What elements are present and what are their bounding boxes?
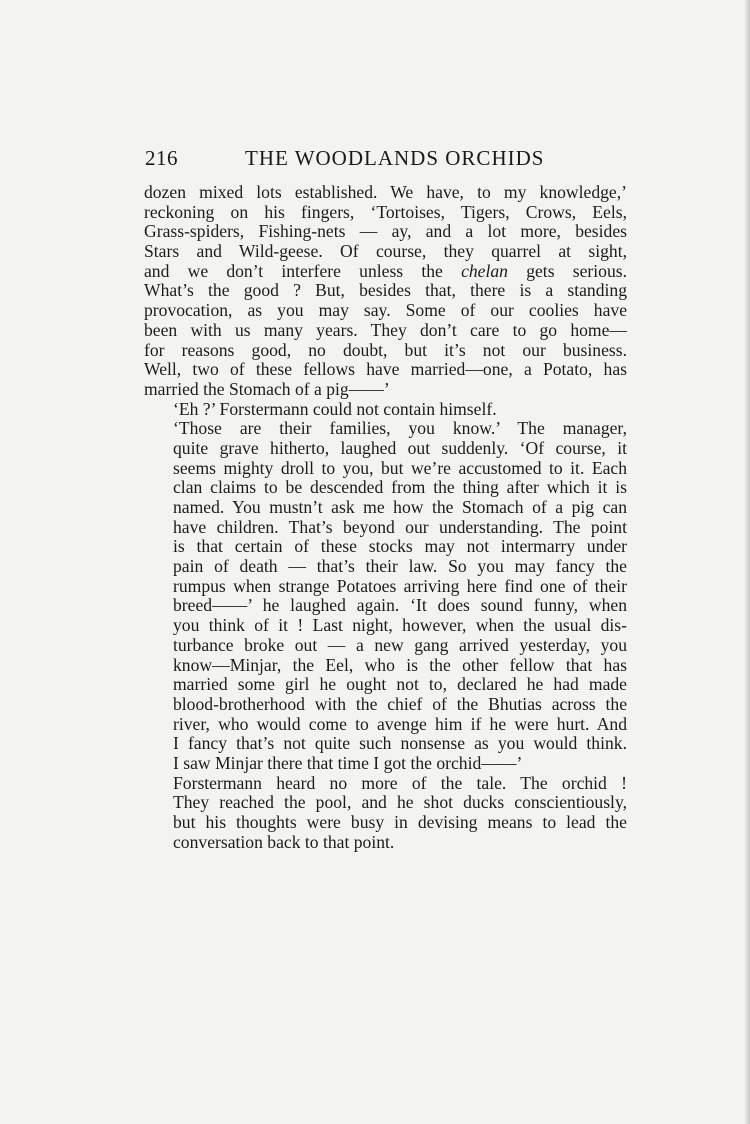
text-segment: I fancy that’s not quite such nonsense as you would think.: [173, 733, 627, 754]
text-segment: seems mighty droll to you, but we’re accustomed to it. Each: [173, 457, 627, 478]
italic-word: chelan: [461, 260, 508, 281]
text-line: [144, 596, 627, 616]
text-line: [144, 833, 627, 853]
text-segment: been with us many years. They don’t care to go home—: [144, 319, 627, 340]
text-segment: turbance broke out — a new gang arrived yesterday, you: [173, 634, 627, 655]
text-line: [144, 203, 627, 223]
text-segment: What’s the good ? But, besides that, there is a standing: [144, 280, 627, 301]
text-line: [144, 774, 627, 794]
text-line: [144, 695, 627, 715]
text-segment: is that certain of these stocks may not intermarry under: [173, 536, 627, 557]
text-line: [144, 577, 627, 597]
text-line: [144, 537, 627, 557]
text-line: [144, 400, 627, 420]
text-line: [144, 715, 627, 735]
text-line: [144, 301, 627, 321]
text-line: [144, 360, 627, 380]
text-segment: Forstermann heard no more of the tale. The orchid !: [173, 772, 627, 793]
text-line: [144, 281, 627, 301]
text-segment: gets serious.: [507, 260, 627, 281]
text-segment: married some girl he ought not to, declared he had made: [173, 674, 627, 695]
text-segment: you think of it ! Last night, however, when the usual dis-: [173, 615, 627, 636]
text-segment: pain of death — that’s their law. So you may fancy the: [173, 556, 627, 577]
paragraph: [144, 183, 627, 400]
page-edge-shadow: [744, 0, 750, 1124]
text-line: [144, 734, 627, 754]
text-segment: blood-brotherhood with the chief of the Bhutias across the: [173, 693, 627, 714]
text-line: [144, 656, 627, 676]
paragraph: [144, 419, 627, 773]
text-segment: ‘Eh ?’ Forstermann could not contain himself.: [173, 398, 497, 419]
text-segment: married the Stomach of a pig——’: [144, 378, 390, 399]
text-line: [144, 636, 627, 656]
text-line: [144, 616, 627, 636]
text-line: [144, 793, 627, 813]
paragraph: [144, 774, 627, 853]
text-segment: conversation back to that point.: [173, 831, 395, 852]
text-line: [144, 459, 627, 479]
text-segment: for reasons good, no doubt, but it’s not our business.: [144, 339, 627, 360]
text-segment: clan claims to be descended from the thing after which it is: [173, 477, 627, 498]
text-segment: rumpus when strange Potatoes arriving here find one of their: [173, 575, 627, 596]
text-segment: Well, two of these fellows have married—one, a Potato, has: [144, 359, 627, 380]
body-text: [144, 183, 627, 852]
text-line: [144, 341, 627, 361]
text-segment: Grass-spiders, Fishing-nets — ay, and a lot more, besides: [144, 221, 627, 242]
text-line: [144, 754, 627, 774]
text-segment: reckoning on his fingers, ‘Tortoises, Tigers, Crows, Eels,: [144, 201, 627, 222]
text-line: [144, 478, 627, 498]
text-line: [144, 498, 627, 518]
running-head: [145, 146, 625, 176]
text-segment: They reached the pool, and he shot ducks conscientiously,: [173, 792, 627, 813]
text-line: [144, 242, 627, 262]
text-segment: I saw Minjar there that time I got the orchid——’: [173, 752, 523, 773]
text-line: [144, 222, 627, 242]
text-line: [144, 419, 627, 439]
text-segment: provocation, as you may say. Some of our coolies have: [144, 300, 627, 321]
text-segment: ‘Those are their families, you know.’ The manager,: [173, 418, 627, 439]
text-line: [144, 262, 627, 282]
text-segment: breed——’ he laughed again. ‘It does sound funny, when: [173, 595, 627, 616]
text-line: [144, 557, 627, 577]
text-line: [144, 183, 627, 203]
page-number: 216: [145, 146, 178, 170]
text-segment: know—Minjar, the Eel, who is the other fellow that has: [173, 654, 627, 675]
text-segment: have children. That’s beyond our understanding. The point: [173, 516, 627, 537]
text-segment: Stars and Wild-geese. Of course, they quarrel at sight,: [144, 241, 627, 262]
text-segment: and we don’t interfere unless the: [144, 260, 462, 281]
text-segment: river, who would come to avenge him if he were hurt. And: [173, 713, 627, 734]
paragraph: [144, 400, 627, 420]
text-line: [144, 518, 627, 538]
text-line: [144, 380, 627, 400]
running-title: THE WOODLANDS ORCHIDS: [245, 146, 545, 170]
text-line: [144, 813, 627, 833]
text-line: [144, 675, 627, 695]
text-segment: named. You mustn’t ask me how the Stomach of a pig can: [173, 497, 627, 517]
text-segment: quite grave hitherto, laughed out suddenly. ‘Of course, it: [173, 437, 627, 458]
text-line: [144, 439, 627, 459]
text-segment: dozen mixed lots established. We have, to my knowledge,’: [144, 182, 627, 202]
text-segment: but his thoughts were busy in devising means to lead the: [173, 812, 627, 832]
text-line: [144, 321, 627, 341]
